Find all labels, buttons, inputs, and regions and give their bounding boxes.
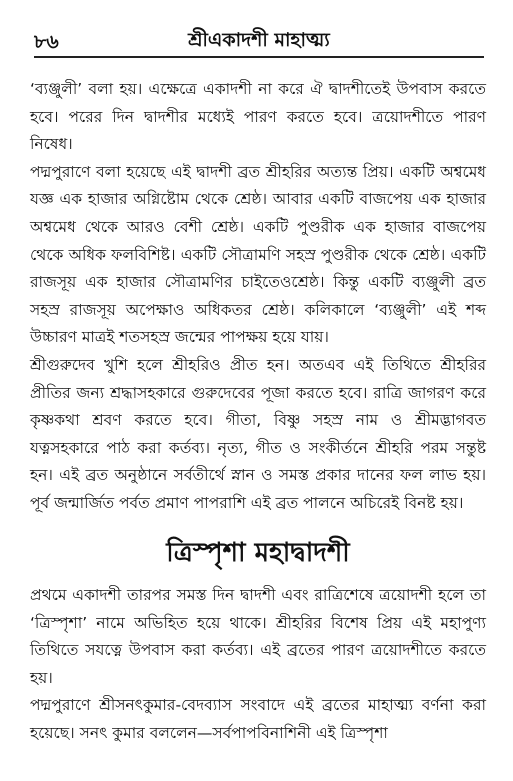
page-header xyxy=(34,22,484,62)
paragraph: প্রথমে একাদশী তারপর সমস্ত দিন দ্বাদশী এবং রাত্রিশেষে ত্রয়োদশী হলে তা ‘ত্রিস্পৃশা’ নামে অভিহিত হয়ে থাকে। শ্রীহরির বিশেষ প্রিয় এই মহাপুণ্য তিথিতে সযত্নে উপবাস করা কর্তব্য। এই ব্রতের পারণ ত্রয়োদশীতে করতে হয়। xyxy=(30,586,486,687)
body-text-bottom xyxy=(30,582,486,748)
body-text-top xyxy=(30,76,486,518)
paragraph: শ্রীগুরুদেব খুশি হলে শ্রীহরিও প্রীত হন। অতএব এই তিথিতে শ্রীহরির প্রীতির জন্য শ্রদ্ধাসহকারে গুরুদেবের পূজা করতে হবে। রাত্রি জাগরণ করে কৃষ্ণকথা শ্রবণ করতে হবে। গীতা, বিষ্ণু সহস্র নাম ও শ্রীমদ্ভাগবত যত্নসহকারে পাঠ করা কর্তব্য। নৃত্য, গীত ও সংকীর্তনে শ্রীহরি পরম সন্তুষ্ট হন। এই ব্রত অনুষ্ঠানে সর্বতীর্থে স্নান ও সমস্ত প্রকার দানের ফল লাভ হয়। পূর্ব জন্মার্জিত পর্বত প্রমাণ পাপরাশি এই ব্রত পালনে অচিরেই বিনষ্ট হয়। xyxy=(30,355,486,512)
paragraph: ‘ব্যঞ্জুলী’ বলা হয়। এক্ষেত্রে একাদশী না করে ঐ দ্বাদশীতেই উপবাস করতে হবে। পরের দিন দ্বাদশীর মধ্যেই পারণ করতে হবে। ত্রয়োদশীতে পারণ নিষেধ। xyxy=(30,80,486,154)
running-title: শ্রীএকাদশী মাহাত্ম্য xyxy=(188,29,330,51)
page-number: ৮৬ xyxy=(34,31,59,53)
section-heading: ত্রিস্পৃশা মহাদ্বাদশী xyxy=(166,538,350,568)
paragraph: পদ্মপুরাণে বলা হয়েছে এই দ্বাদশী ব্রত শ্রীহরির অত্যন্ত প্রিয়। একটি অশ্বমেধ যজ্ঞ এক হাজার অগ্নিষ্টোম থেকে শ্রেষ্ঠ। আবার একটি বাজপেয় এক হাজার অশ্বমেধ থেকে আরও বেশী শ্রেষ্ঠ। একটি পুণ্ডরীক এক হাজার বাজপেয় থেকে অধিক ফলবিশিষ্ট। একটি সৌত্রামণি সহস্র পুণ্ডরীক থেকে শ্রেষ্ঠ। একটি রাজসূয় এক হাজার সৌত্রামণির চাইতেওশ্রেষ্ঠ। কিন্তু একটি ব্যঞ্জুলী ব্রত সহস্র রাজসূয় অপেক্ষাও অধিকতর শ্রেষ্ঠ। কলিকালে ‘ব্যঞ্জুলী’ এই শব্দ উচ্চারণ মাত্রই শতসহস্র জন্মের পাপক্ষয় হয়ে যায়। xyxy=(30,162,486,347)
header-rule xyxy=(34,56,484,58)
paragraph: পদ্মপুরাণে শ্রীসনৎকুমার-বেদব্যাস সংবাদে এই ব্রতের মাহাত্ম্য বর্ণনা করা হয়েছে। সনৎ কুমার বললেন—সর্বপাপবিনাশিনী এই ত্রিস্পৃশা xyxy=(30,696,486,742)
